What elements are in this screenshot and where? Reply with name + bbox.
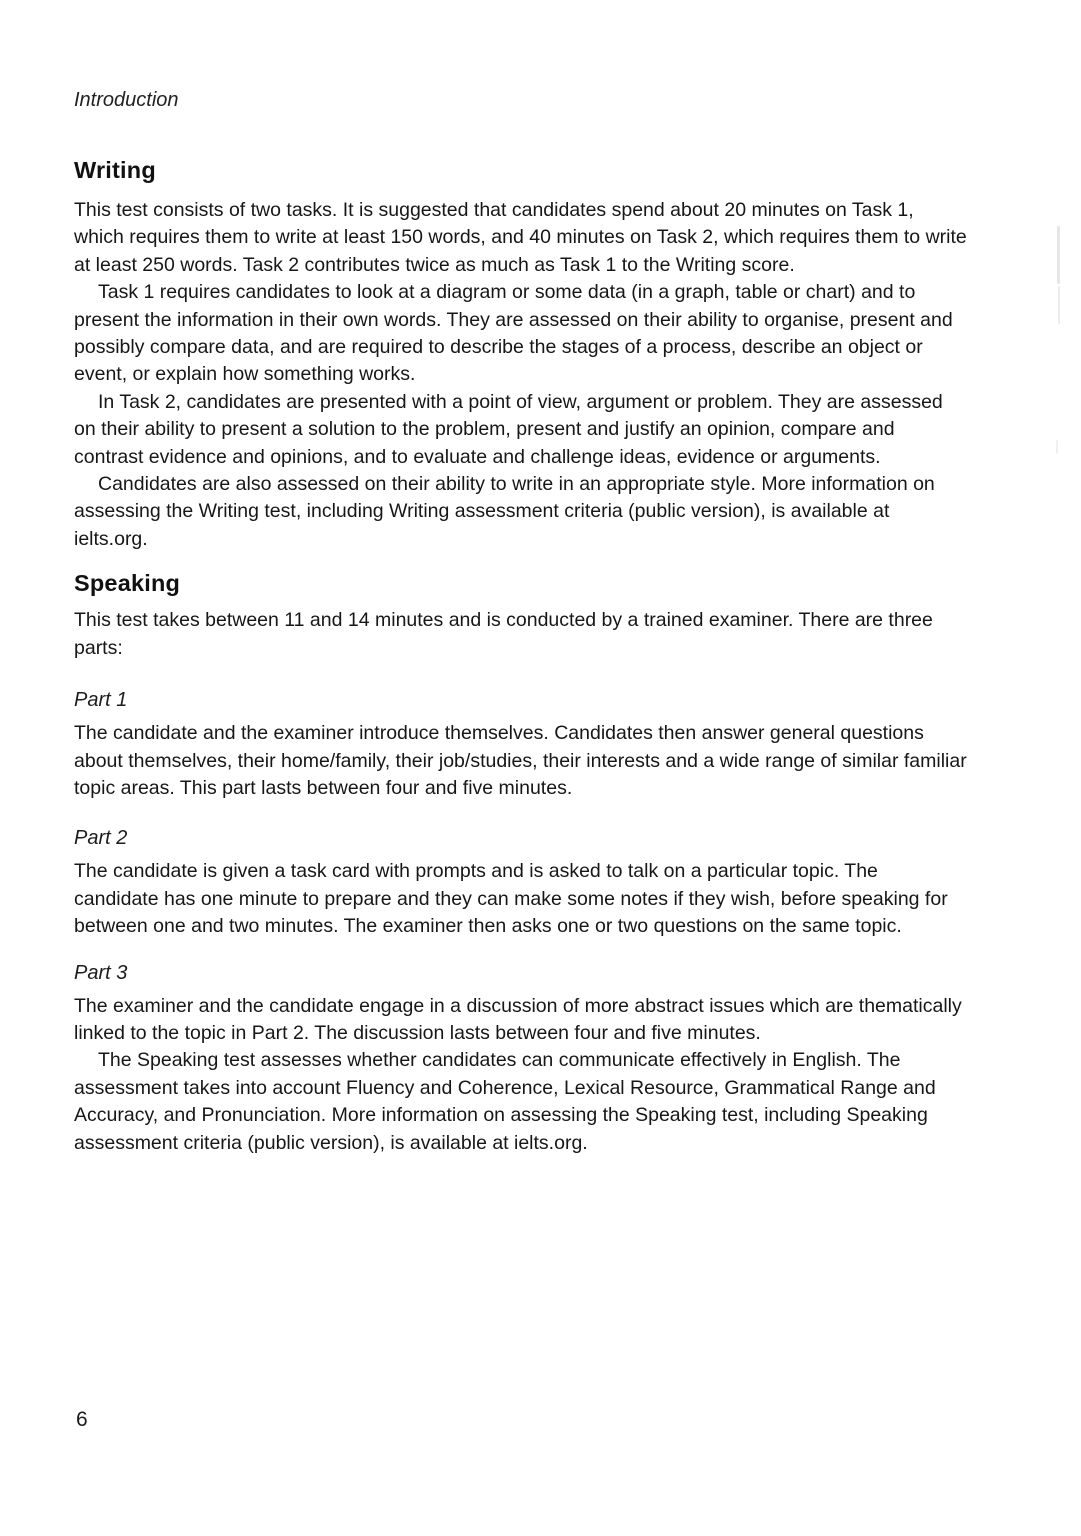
part-2-heading: Part 2 (74, 827, 128, 850)
subsection-part-3 (74, 961, 967, 1157)
writing-paragraph-4: Candidates are also assessed on their ability to write in an appropriate style. More information on assessing the Writing test, including Writing assessment criteria (public version), is available at ielts.org. (74, 473, 935, 550)
part-3-heading: Part 3 (74, 961, 128, 984)
scan-artifact (1057, 226, 1060, 284)
subsection-part-1 (74, 688, 967, 802)
speaking-intro-paragraph: This test takes between 11 and 14 minutes and is conducted by a trained examiner. There are three parts: (74, 609, 933, 659)
scan-artifact (1058, 286, 1060, 324)
writing-paragraph-3: In Task 2, candidates are presented with a point of view, argument or problem. They are assessed on their ability to present a solution to the problem, present and justify an opinion, compare and contrast evidence and opinions, and to evaluate and challenge ideas, evidence or arguments. (74, 390, 943, 468)
part-1-heading: Part 1 (74, 689, 128, 712)
page-number: 6 (76, 1408, 88, 1431)
part-1-paragraph: The candidate and the examiner introduce themselves. Candidates then answer general questions about themselves, their home/family, their job/studies, their interests and a wide range of similar familiar topic areas. This part lasts between four and five minutes. (74, 722, 967, 799)
speaking-section-heading: Speaking (74, 570, 181, 597)
writing-paragraph-1: This test consists of two tasks. It is suggested that candidates spend about 20 minutes on Task 1, which requires them to write at least 150 words, and 40 minutes on Task 2, which requires them to write at least 250 words. Task 2 contributes twice as much as Task 1 to the Writing score. (74, 199, 967, 276)
section-speaking (74, 569, 967, 1157)
part-3-paragraph-1: The examiner and the candidate engage in a discussion of more abstract issues which are thematically linked to the topic in Part 2. The discussion lasts between four and five minutes. (74, 994, 962, 1044)
section-writing (74, 156, 967, 553)
page-content (74, 88, 967, 1157)
part-2-paragraph: The candidate is given a task card with prompts and is asked to talk on a particular topic. The candidate has one minute to prepare and they can make some notes if they wish, before speaking for between one and two minutes. The examiner then asks one or two questions on the same topic. (74, 860, 948, 938)
writing-paragraph-2: Task 1 requires candidates to look at a diagram or some data (in a graph, table or chart) and to present the information in their own words. They are assessed on their ability to organise, present and possibly compare data, and are required to describe the stages of a process, describe an object or event, or explain how something works. (74, 281, 953, 386)
part-3-paragraph-2: The Speaking test assesses whether candidates can communicate effectively in English. The assessment takes into account Fluency and Coherence, Lexical Resource, Grammatical Range and Accuracy, and Pronunciation. More information on assessing the Speaking test, including Speaking assessment criteria (public version), is available at ielts.org. (74, 1049, 936, 1154)
running-header: Introduction (74, 89, 179, 111)
subsection-part-2 (74, 826, 967, 940)
scan-artifact (1056, 440, 1058, 454)
writing-section-heading: Writing (74, 157, 156, 183)
